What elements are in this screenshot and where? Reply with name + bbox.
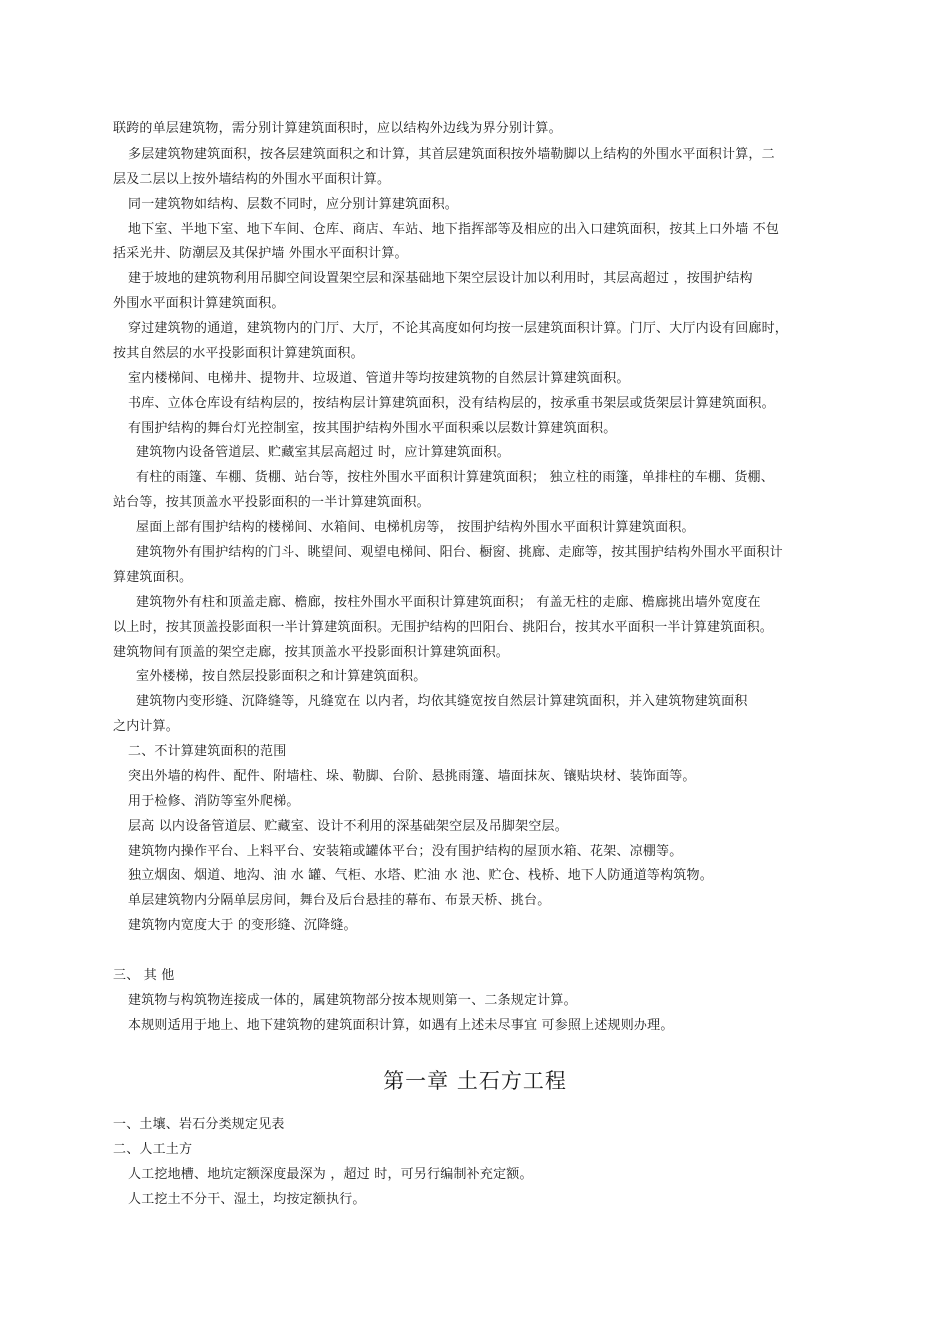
text-line: 有围护结构的舞台灯光控制室，按其围护结构外围水平面积乘以层数计算建筑面积。 bbox=[128, 421, 617, 436]
text-line: 有柱的雨篷、车棚、货棚、站台等，按柱外围水平面积计算建筑面积； 独立柱的雨篷，单排柱的车棚、货棚、 bbox=[136, 470, 774, 485]
section-heading: 一、土壤、岩石分类规定见表 bbox=[113, 1117, 285, 1132]
text-line: 书库、立体仓库设有结构层的，按结构层计算建筑面积，没有结构层的，按承重书架层或货架层计算建筑面积。 bbox=[128, 396, 775, 411]
text-line: 括采光井、防潮层及其保护墙 外围水平面积计算。 bbox=[113, 246, 408, 261]
text-line: 站台等，按其顶盖水平投影面积的一半计算建筑面积。 bbox=[113, 495, 430, 510]
text-line: 建筑物外有围护结构的门斗、眺望间、观望电梯间、阳台、橱窗、挑廊、走廊等，按其围护结构外围水平面积计 bbox=[136, 545, 783, 560]
text-line: 多层建筑物建筑面积，按各层建筑面积之和计算，其首层建筑面积按外墙勒脚以上结构的外围水平面积计算，二 bbox=[128, 147, 775, 162]
text-line: 之内计算。 bbox=[113, 719, 180, 734]
chapter-title: 第一章 土石方工程 bbox=[383, 1069, 567, 1093]
text-line: 室内楼梯间、电梯井、提物井、垃圾道、管道井等均按建筑物的自然层计算建筑面积。 bbox=[128, 371, 630, 386]
text-line: 算建筑面积。 bbox=[113, 570, 193, 585]
text-line: 突出外墙的构件、配件、附墙柱、垛、勒脚、台阶、悬挑雨篷、墙面抹灰、镶贴块材、装饰面等。 bbox=[128, 769, 696, 784]
text-line: 同一建筑物如结构、层数不同时，应分别计算建筑面积。 bbox=[128, 197, 459, 212]
text-line: 屋面上部有围护结构的楼梯间、水箱间、电梯机房等， 按围护结构外围水平面积计算建筑面积。 bbox=[136, 520, 695, 535]
text-line: 独立烟囱、烟道、地沟、油 水 罐、气柜、水塔、贮油 水 池、贮仓、栈桥、地下人防通道等构筑物。 bbox=[128, 868, 713, 883]
text-line: 建筑物与构筑物连接成一体的，属建筑物部分按本规则第一、二条规定计算。 bbox=[128, 993, 577, 1008]
text-line: 建于坡地的建筑物利用吊脚空间设置架空层和深基础地下架空层设计加以利用时，其层高超过 ，按围护结构 bbox=[128, 271, 753, 286]
section-heading: 二、不计算建筑面积的范围 bbox=[128, 744, 287, 759]
text-line: 按其自然层的水平投影面积计算建筑面积。 bbox=[113, 346, 364, 361]
text-line: 建筑物外有柱和顶盖走廊、檐廊，按柱外围水平面积计算建筑面积； 有盖无柱的走廊、檐廊挑出墙外宽度在 bbox=[136, 595, 761, 610]
text-line: 室外楼梯，按自然层投影面积之和计算建筑面积。 bbox=[136, 669, 427, 684]
text-line: 层及二层以上按外墙结构的外围水平面积计算。 bbox=[113, 172, 391, 187]
text-line: 单层建筑物内分隔单层房间，舞台及后台悬挂的幕布、布景天桥、挑台。 bbox=[128, 893, 551, 908]
text-line: 穿过建筑物的通道，建筑物内的门厅、大厅，不论其高度如何均按一层建筑面积计算。门厅、大厅内设有回廊时， bbox=[128, 321, 789, 336]
text-line: 人工挖地槽、地坑定额深度最深为 ，超过 时，可另行编制补充定额。 bbox=[128, 1167, 533, 1182]
text-line: 建筑物内宽度大于 的变形缝、沉降缝。 bbox=[128, 918, 357, 933]
text-line: 外围水平面积计算建筑面积。 bbox=[113, 296, 285, 311]
text-line: 建筑物内设备管道层、贮藏室其层高超过 时，应计算建筑面积。 bbox=[136, 445, 510, 460]
text-line: 以上时，按其顶盖投影面积一半计算建筑面积。无围护结构的凹阳台、挑阳台，按其水平面积一半计算建筑面积。 bbox=[113, 620, 774, 635]
section-heading: 三、 其 他 bbox=[113, 968, 175, 983]
text-line: 层高 以内设备管道层、贮藏室、设计不利用的深基础架空层及吊脚架空层。 bbox=[128, 819, 568, 834]
text-line: 建筑物内变形缝、沉降缝等，凡缝宽在 以内者，均依其缝宽按自然层计算建筑面积，并入建筑物建筑面积 bbox=[136, 694, 748, 709]
text-line: 人工挖土不分干、湿土，均按定额执行。 bbox=[128, 1192, 366, 1207]
text-line: 本规则适用于地上、地下建筑物的建筑面积计算，如遇有上述未尽事宜 可参照上述规则办理。 bbox=[128, 1018, 674, 1033]
text-line: 用于检修、消防等室外爬梯。 bbox=[128, 794, 300, 809]
text-line: 建筑物间有顶盖的架空走廊，按其顶盖水平投影面积计算建筑面积。 bbox=[113, 645, 510, 660]
text-line: 建筑物内操作平台、上料平台、安装箱或罐体平台；没有围护结构的屋顶水箱、花架、凉棚等。 bbox=[128, 844, 683, 859]
section-heading: 二、人工土方 bbox=[113, 1142, 193, 1157]
text-line: 地下室、半地下室、地下车间、仓库、商店、车站、地下指挥部等及相应的出入口建筑面积，按其上口外墙 不包 bbox=[128, 222, 780, 237]
text-line: 联跨的单层建筑物，需分别计算建筑面积时，应以结构外边线为界分别计算。 bbox=[113, 121, 562, 136]
